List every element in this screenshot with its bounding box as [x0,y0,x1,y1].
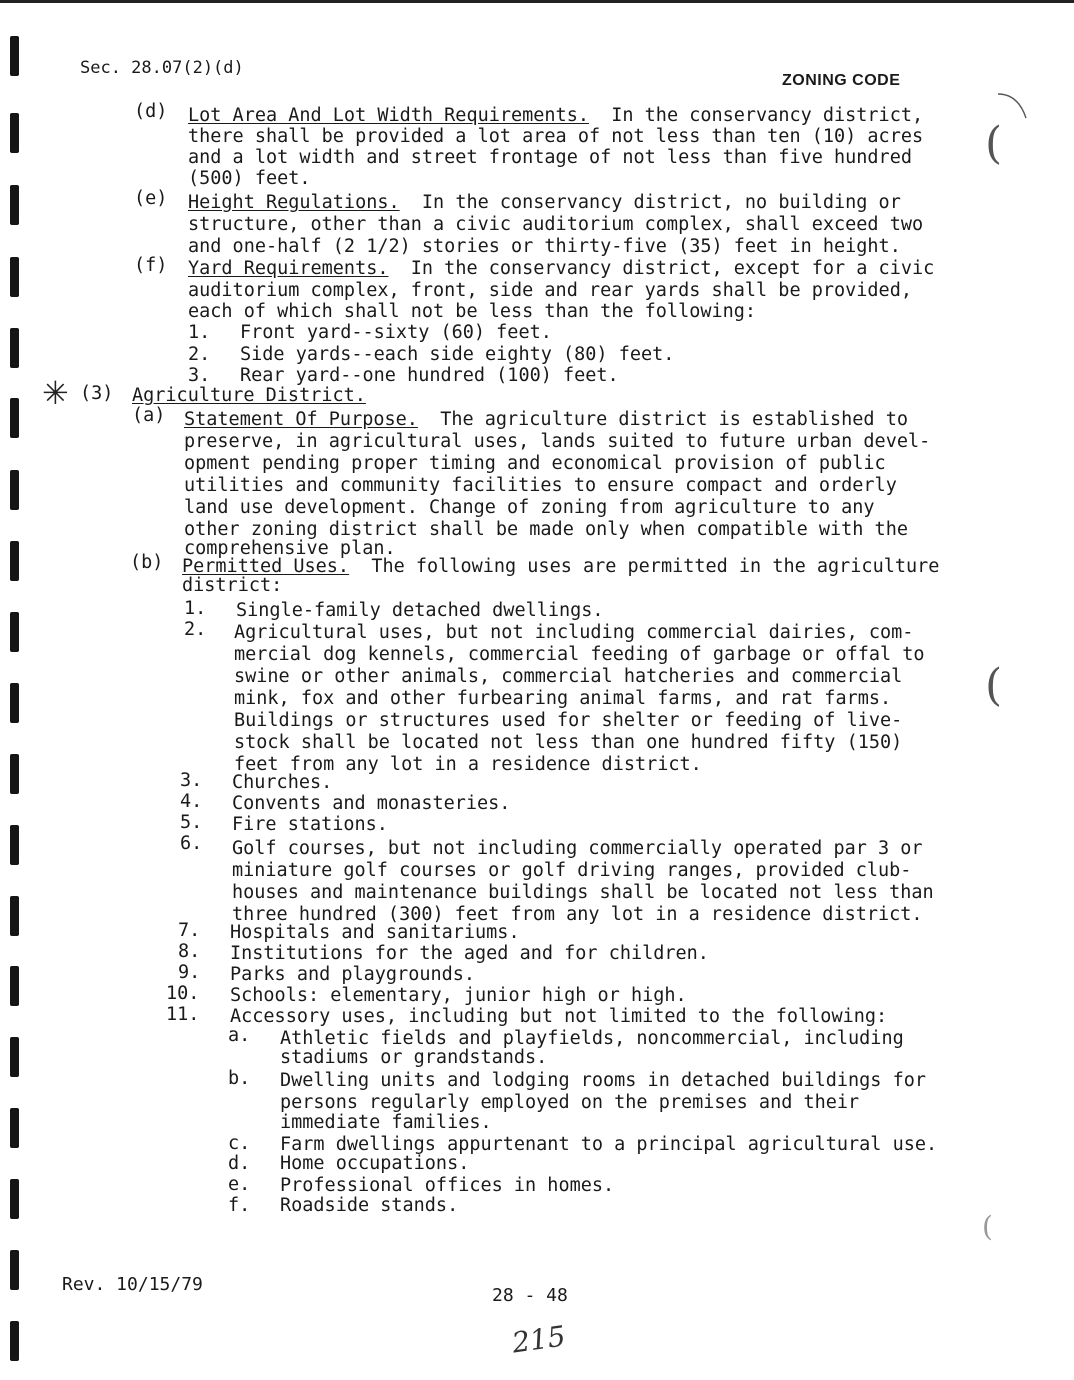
text-span: In the conservancy district, [611,105,924,126]
sublist-item: Home occupations. [280,1153,470,1174]
text-line: structure, other than a civic auditorium complex, shall exceed two [188,214,924,235]
text-line [182,556,939,577]
binder-mark [10,470,19,510]
binder-mark [10,1037,19,1077]
sublist-item: stadiums or grandstands. [280,1047,548,1068]
item-heading: Statement Of Purpose. [184,409,418,430]
asterisk-annotation-icon: ✳ [42,374,69,412]
list-item: miniature golf courses or golf driving ranges, provided club- [232,860,912,881]
list-item: Rear yard--one hundred (100) feet. [240,365,619,386]
section-label: (3) [80,383,114,404]
list-item: Fire stations. [232,814,388,835]
binder-mark [10,328,19,368]
list-number: 6. [180,833,203,854]
sublist-item: Dwelling units and lodging rooms in detached buildings for [280,1070,927,1091]
sublist-letter: d. [228,1153,251,1174]
sublist-item: Professional offices in homes. [280,1175,615,1196]
list-number: 2. [188,344,211,365]
binder-mark [10,1108,19,1148]
item-label: (f) [134,255,168,276]
list-number: 3. [188,365,211,386]
sublist-letter: c. [228,1133,251,1154]
text-line: other zoning district shall be made only when compatible with the [184,519,908,540]
revision-date: Rev. 10/15/79 [62,1274,203,1295]
binder-mark [10,966,19,1006]
list-item: mercial dog kennels, commercial feeding of garbage or offal to [234,644,925,665]
sublist-item: immediate families. [280,1112,492,1133]
binder-mark [10,398,19,438]
page-top-edge [0,0,1074,3]
sublist-item: Roadside stands. [280,1195,459,1216]
binder-mark [10,825,19,865]
item-label: (e) [134,188,168,209]
margin-paren-mark: ( [985,118,1003,169]
list-number: 9. [178,962,201,983]
text-span: In the conservancy district, except for a civic [410,258,935,279]
list-number: 10. [166,983,200,1004]
sublist-letter: b. [228,1068,251,1089]
list-number: 1. [188,322,211,343]
text-line [188,105,923,126]
list-item: Buildings or structures used for shelter or feeding of live- [234,710,903,731]
list-item: Golf courses, but not including commercially operated par 3 or [232,838,923,859]
item-heading: Lot Area And Lot Width Requirements. [188,105,589,126]
binder-mark [10,113,19,153]
sublist-letter: e. [228,1174,251,1195]
binder-mark [10,257,19,297]
list-item: houses and maintenance buildings shall be located not less than [232,882,934,903]
item-label: (d) [134,101,168,122]
list-number: 3. [180,770,203,791]
margin-paren-mark: ( [982,1210,993,1243]
sublist-letter: f. [228,1195,251,1216]
text-line [188,192,901,213]
list-item: Side yards--each side eighty (80) feet. [240,344,675,365]
list-item: feet from any lot in a residence district. [234,754,702,775]
text-span: In the conservancy district, no building or [421,192,901,213]
list-item: Schools: elementary, junior high or high. [230,985,687,1006]
list-item: Single-family detached dwellings. [236,600,604,621]
item-heading: Height Regulations. [188,192,400,213]
text-line: there shall be provided a lot area of not less than ten (10) acres [188,126,924,147]
list-item: Agricultural uses, but not including commercial dairies, com- [234,622,914,643]
list-number: 7. [178,920,201,941]
margin-paren-mark: ( [985,660,1003,711]
list-item: mink, fox and other furbearing animal farms, and rat farms. [234,688,892,709]
list-number: 1. [184,598,207,619]
text-span: The agriculture district is established to [440,409,908,430]
binder-mark [10,1321,19,1361]
section-reference: Sec. 28.07(2)(d) [80,58,244,78]
list-item: swine or other animals, commercial hatcheries and commercial [234,666,903,687]
text-line [188,258,934,279]
text-line: preserve, in agricultural uses, lands suited to future urban devel- [184,431,931,452]
item-heading: Permitted Uses. [182,556,350,577]
list-item: three hundred (300) feet from any lot in a residence district. [232,904,923,925]
page-number: 28 - 48 [492,1285,568,1306]
handwritten-page-number: 215 [509,1319,568,1360]
list-number: 4. [180,791,203,812]
text-line: (500) feet. [188,168,311,189]
document-title: ZONING CODE [782,72,901,89]
sublist-letter: a. [228,1025,251,1046]
text-line: auditorium complex, front, side and rear yards shall be provided, [188,280,912,301]
list-item: Churches. [232,772,333,793]
list-number: 8. [178,941,201,962]
text-line: district: [182,575,283,596]
sublist-item: persons regularly employed on the premises and their [280,1092,860,1113]
binder-mark [10,36,19,76]
text-line: each of which shall not be less than the following: [188,301,757,322]
binder-mark [10,1179,19,1219]
list-item: Front yard--sixty (60) feet. [240,322,552,343]
text-line: opment pending proper timing and economical provision of public [184,453,886,474]
text-line: and a lot width and street frontage of not less than five hundred [188,147,912,168]
list-item: stock shall be located not less than one hundred fifty (150) [234,732,903,753]
list-number: 11. [166,1004,200,1025]
text-line: land use development. Change of zoning from agriculture to any [184,497,875,518]
list-item: Hospitals and sanitariums. [230,922,520,943]
section-heading: Agriculture District. [132,385,366,406]
text-span: The following uses are permitted in the agriculture [371,556,940,577]
binder-mark [10,185,19,225]
list-number: 5. [180,812,203,833]
item-label: (a) [132,405,166,426]
list-item: Parks and playgrounds. [230,964,476,985]
binder-mark [10,612,19,652]
margin-curve-mark [996,88,1032,128]
item-heading: Yard Requirements. [188,258,389,279]
list-item: Convents and monasteries. [232,793,511,814]
list-item: Institutions for the aged and for children. [230,943,709,964]
text-line: utilities and community facilities to ensure compact and orderly [184,475,897,496]
binder-mark [10,683,19,723]
binder-mark [10,541,19,581]
binder-mark [10,896,19,936]
text-line: and one-half (2 1/2) stories or thirty-five (35) feet in height. [188,236,901,257]
text-line: comprehensive plan. [184,538,396,559]
list-item: Accessory uses, including but not limited to the following: [230,1006,888,1027]
sublist-item: Farm dwellings appurtenant to a principal agricultural use. [280,1134,938,1155]
binder-mark [10,754,19,794]
item-label: (b) [130,552,164,573]
text-line [184,409,908,430]
list-number: 2. [184,619,207,640]
sublist-item: Athletic fields and playfields, noncommercial, including [280,1028,904,1049]
binder-mark [10,1250,19,1290]
